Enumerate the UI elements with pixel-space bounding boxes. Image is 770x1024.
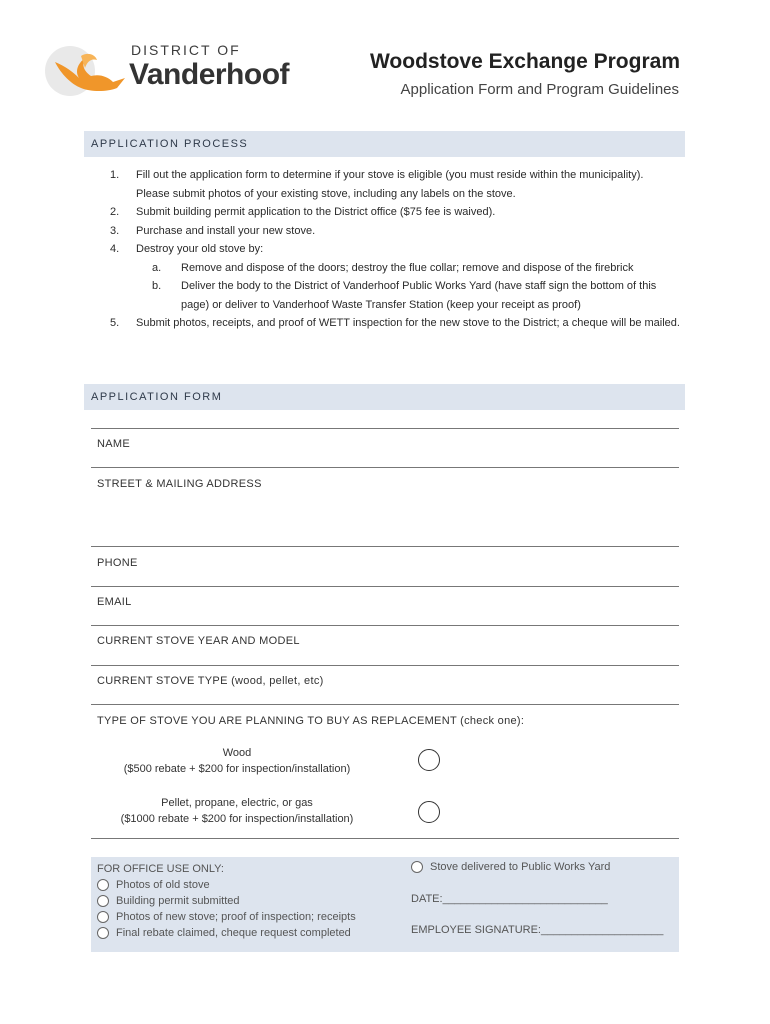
- office-item-label: Final rebate claimed, cheque request completed: [116, 927, 351, 939]
- step-text: Fill out the application form to determine if your stove is eligible (you must reside within the municipality). Please submit photos of your existing stove, including any labels on the stove.: [136, 169, 644, 200]
- step-5: [110, 314, 680, 333]
- step-text: Submit photos, receipts, and proof of WETT inspection for the new stove to the District; a cheque will be mailed.: [136, 317, 680, 329]
- substep-b: [110, 277, 680, 314]
- page-title: Woodstove Exchange Program: [369, 50, 680, 73]
- step-2: [110, 203, 680, 222]
- page-subtitle: Application Form and Program Guidelines: [400, 81, 679, 98]
- divider: [91, 467, 679, 468]
- logo-main-text: Vanderhoof: [129, 58, 290, 91]
- option-wood-rebate: ($500 rebate + $200 for inspection/installation): [123, 763, 351, 775]
- option-pellet-title: Pellet, propane, electric, or gas: [161, 797, 313, 809]
- divider: [91, 586, 679, 587]
- radio-icon[interactable]: [97, 911, 109, 923]
- address-field[interactable]: STREET & MAILING ADDRESS: [97, 478, 262, 490]
- office-item-label: Photos of new stove; proof of inspection; receipts: [116, 911, 356, 923]
- step-number: 5.: [110, 317, 120, 329]
- date-field[interactable]: DATE:___________________________: [411, 893, 608, 905]
- divider: [91, 838, 679, 839]
- divider: [91, 704, 679, 705]
- office-item-label: Building permit submitted: [116, 895, 240, 907]
- divider: [91, 625, 679, 626]
- radio-icon[interactable]: [411, 861, 423, 873]
- office-use-box: [91, 857, 679, 952]
- option-wood-label: [87, 745, 387, 777]
- divider: [91, 665, 679, 666]
- radio-icon[interactable]: [97, 895, 109, 907]
- phone-field[interactable]: PHONE: [97, 557, 138, 569]
- office-item-label: Photos of old stove: [116, 879, 210, 891]
- step-4: [110, 240, 680, 259]
- step-3: [110, 222, 680, 241]
- office-item[interactable]: [97, 877, 356, 893]
- logo-top-text: DISTRICT OF: [131, 42, 241, 58]
- stove-type-field[interactable]: CURRENT STOVE TYPE (wood, pellet, etc): [97, 675, 324, 687]
- step-text: Purchase and install your new stove.: [136, 224, 316, 237]
- step-text: Submit building permit application to the District office ($75 fee is waived).: [136, 206, 496, 218]
- district-logo: [45, 40, 305, 100]
- step-1: [110, 166, 680, 203]
- substep-a: [110, 259, 680, 278]
- substep-letter: a.: [152, 261, 162, 274]
- option-pellet-radio[interactable]: [418, 801, 440, 823]
- option-wood-radio[interactable]: [418, 749, 440, 771]
- replacement-label: TYPE OF STOVE YOU ARE PLANNING TO BUY AS REPLACEMENT (check one):: [97, 715, 525, 727]
- step-number: 1.: [110, 169, 120, 181]
- divider: [91, 546, 679, 547]
- email-field[interactable]: EMAIL: [97, 596, 132, 608]
- radio-icon[interactable]: [97, 879, 109, 891]
- divider: [91, 428, 679, 429]
- substep-text: Remove and dispose of the doors; destroy the flue collar; remove and dispose of the firebrick: [181, 261, 634, 274]
- office-checklist: [97, 861, 356, 941]
- option-pellet-label: [87, 795, 387, 827]
- step-number: 2.: [110, 206, 120, 218]
- goose-icon: [51, 48, 131, 98]
- step-number: 4.: [110, 243, 120, 255]
- delivered-label: Stove delivered to Public Works Yard: [430, 861, 611, 873]
- office-item[interactable]: [97, 925, 356, 941]
- radio-icon[interactable]: [97, 927, 109, 939]
- section-application-process: APPLICATION PROCESS: [84, 131, 685, 157]
- office-item[interactable]: [97, 909, 356, 925]
- name-field[interactable]: NAME: [97, 438, 130, 450]
- office-item[interactable]: [97, 893, 356, 909]
- process-steps: [110, 166, 680, 333]
- substep-letter: b.: [152, 280, 162, 292]
- signature-field[interactable]: EMPLOYEE SIGNATURE:____________________: [411, 924, 664, 936]
- delivered-item[interactable]: [411, 861, 610, 873]
- office-heading: FOR OFFICE USE ONLY:: [97, 863, 224, 875]
- option-pellet-rebate: ($1000 rebate + $200 for inspection/installation): [120, 813, 354, 825]
- substep-text: Deliver the body to the District of Vanderhoof Public Works Yard (have staff sign the bottom of this page) or deliver to Vanderhoof Waste Transfer Station (keep your receipt as proof): [181, 280, 657, 311]
- section-application-form: APPLICATION FORM: [84, 384, 685, 410]
- step-text: Destroy your old stove by:: [136, 243, 264, 255]
- step-number: 3.: [110, 224, 120, 237]
- option-wood-title: Wood: [222, 747, 252, 759]
- stove-model-field[interactable]: CURRENT STOVE YEAR AND MODEL: [97, 635, 300, 647]
